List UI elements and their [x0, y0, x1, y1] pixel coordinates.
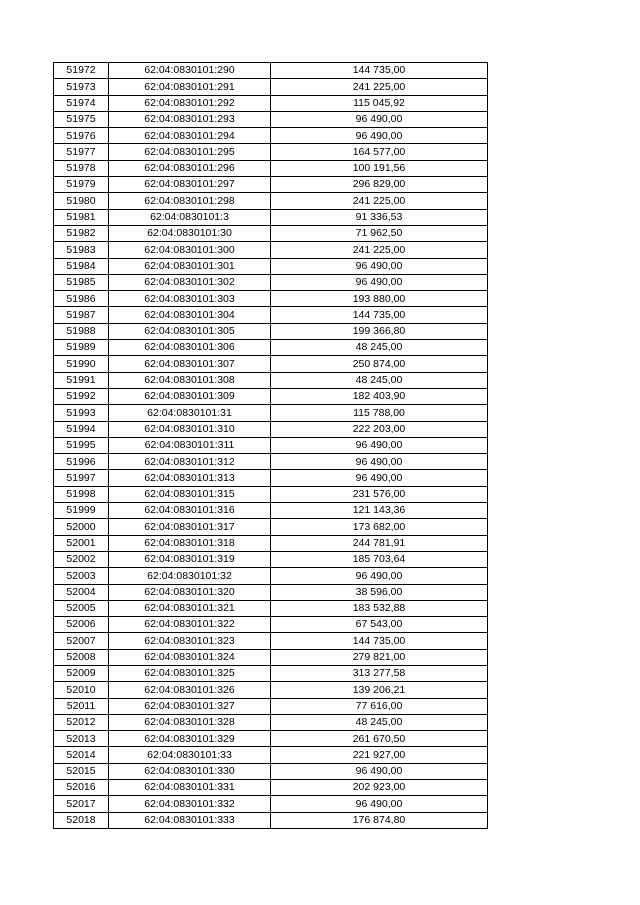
value-cell: 115 045,92 — [271, 95, 488, 111]
row-number-cell: 52002 — [54, 551, 109, 567]
cadastral-number-cell: 62:04:0830101:327 — [109, 698, 271, 714]
value-cell: 71 962,50 — [271, 225, 488, 241]
value-cell: 38 596,00 — [271, 584, 488, 600]
row-number-cell: 51974 — [54, 95, 109, 111]
table-row — [54, 796, 488, 812]
value-cell: 96 490,00 — [271, 568, 488, 584]
table-row — [54, 600, 488, 616]
cadastral-number-cell: 62:04:0830101:290 — [109, 63, 271, 79]
cadastral-number-cell: 62:04:0830101:303 — [109, 291, 271, 307]
value-cell: 244 781,91 — [271, 535, 488, 551]
row-number-cell: 52008 — [54, 649, 109, 665]
value-cell: 96 490,00 — [271, 470, 488, 486]
row-number-cell: 51988 — [54, 323, 109, 339]
row-number-cell: 51986 — [54, 291, 109, 307]
cadastral-number-cell: 62:04:0830101:295 — [109, 144, 271, 160]
value-cell: 313 277,58 — [271, 665, 488, 681]
table-row — [54, 421, 488, 437]
cadastral-number-cell: 62:04:0830101:319 — [109, 551, 271, 567]
cadastral-number-cell: 62:04:0830101:316 — [109, 503, 271, 519]
cadastral-number-cell: 62:04:0830101:331 — [109, 780, 271, 796]
cadastral-number-cell: 62:04:0830101:293 — [109, 111, 271, 127]
value-cell: 96 490,00 — [271, 258, 488, 274]
row-number-cell: 52017 — [54, 796, 109, 812]
table-row — [54, 356, 488, 372]
value-cell: 91 336,53 — [271, 209, 488, 225]
row-number-cell: 52001 — [54, 535, 109, 551]
cadastral-number-cell: 62:04:0830101:310 — [109, 421, 271, 437]
cadastral-number-cell: 62:04:0830101:317 — [109, 519, 271, 535]
row-number-cell: 51985 — [54, 274, 109, 290]
table-row — [54, 63, 488, 79]
row-number-cell: 51972 — [54, 63, 109, 79]
value-cell: 96 490,00 — [271, 763, 488, 779]
value-cell: 222 203,00 — [271, 421, 488, 437]
row-number-cell: 51992 — [54, 388, 109, 404]
row-number-cell: 51991 — [54, 372, 109, 388]
value-cell: 176 874,80 — [271, 812, 488, 828]
value-cell: 279 821,00 — [271, 649, 488, 665]
table-row — [54, 698, 488, 714]
value-cell: 221 927,00 — [271, 747, 488, 763]
cadastral-number-cell: 62:04:0830101:304 — [109, 307, 271, 323]
cadastral-number-cell: 62:04:0830101:301 — [109, 258, 271, 274]
cadastral-number-cell: 62:04:0830101:325 — [109, 665, 271, 681]
value-cell: 96 490,00 — [271, 437, 488, 453]
row-number-cell: 51990 — [54, 356, 109, 372]
row-number-cell: 52005 — [54, 600, 109, 616]
table-row — [54, 454, 488, 470]
cadastral-number-cell: 62:04:0830101:296 — [109, 160, 271, 176]
row-number-cell: 51989 — [54, 340, 109, 356]
table-row — [54, 95, 488, 111]
row-number-cell: 51975 — [54, 111, 109, 127]
cadastral-number-cell: 62:04:0830101:332 — [109, 796, 271, 812]
table-row — [54, 372, 488, 388]
row-number-cell: 52006 — [54, 617, 109, 633]
table-row — [54, 714, 488, 730]
cadastral-number-cell: 62:04:0830101:305 — [109, 323, 271, 339]
value-cell: 182 403,90 — [271, 388, 488, 404]
cadastral-number-cell: 62:04:0830101:300 — [109, 242, 271, 258]
table-row — [54, 682, 488, 698]
table-row — [54, 763, 488, 779]
cadastral-number-cell: 62:04:0830101:309 — [109, 388, 271, 404]
row-number-cell: 51982 — [54, 225, 109, 241]
value-cell: 193 880,00 — [271, 291, 488, 307]
cadastral-number-cell: 62:04:0830101:324 — [109, 649, 271, 665]
table-row — [54, 291, 488, 307]
value-cell: 241 225,00 — [271, 193, 488, 209]
table-row — [54, 258, 488, 274]
value-cell: 96 490,00 — [271, 128, 488, 144]
row-number-cell: 52007 — [54, 633, 109, 649]
table-row — [54, 242, 488, 258]
value-cell: 296 829,00 — [271, 177, 488, 193]
row-number-cell: 51979 — [54, 177, 109, 193]
cadastral-number-cell: 62:04:0830101:330 — [109, 763, 271, 779]
value-cell: 121 143,36 — [271, 503, 488, 519]
cadastral-number-cell: 62:04:0830101:292 — [109, 95, 271, 111]
table-row — [54, 79, 488, 95]
table-row — [54, 470, 488, 486]
value-cell: 261 670,50 — [271, 731, 488, 747]
table-row — [54, 584, 488, 600]
value-cell: 139 206,21 — [271, 682, 488, 698]
value-cell: 96 490,00 — [271, 111, 488, 127]
value-cell: 48 245,00 — [271, 340, 488, 356]
cadastral-number-cell: 62:04:0830101:313 — [109, 470, 271, 486]
row-number-cell: 52011 — [54, 698, 109, 714]
table-row — [54, 388, 488, 404]
value-cell: 202 923,00 — [271, 780, 488, 796]
cadastral-number-cell: 62:04:0830101:32 — [109, 568, 271, 584]
table-row — [54, 160, 488, 176]
value-cell: 250 874,00 — [271, 356, 488, 372]
row-number-cell: 52012 — [54, 714, 109, 730]
value-cell: 144 735,00 — [271, 633, 488, 649]
table-row — [54, 177, 488, 193]
table-row — [54, 731, 488, 747]
value-cell: 231 576,00 — [271, 486, 488, 502]
table-row — [54, 519, 488, 535]
data-table — [53, 62, 488, 829]
value-cell: 115 788,00 — [271, 405, 488, 421]
row-number-cell: 51994 — [54, 421, 109, 437]
value-cell: 48 245,00 — [271, 714, 488, 730]
table-row — [54, 503, 488, 519]
cadastral-number-cell: 62:04:0830101:30 — [109, 225, 271, 241]
value-cell: 67 543,00 — [271, 617, 488, 633]
cadastral-number-cell: 62:04:0830101:302 — [109, 274, 271, 290]
table-row — [54, 568, 488, 584]
row-number-cell: 51993 — [54, 405, 109, 421]
row-number-cell: 51981 — [54, 209, 109, 225]
table-row — [54, 307, 488, 323]
row-number-cell: 51978 — [54, 160, 109, 176]
cadastral-number-cell: 62:04:0830101:326 — [109, 682, 271, 698]
cadastral-number-cell: 62:04:0830101:33 — [109, 747, 271, 763]
value-cell: 241 225,00 — [271, 242, 488, 258]
cadastral-number-cell: 62:04:0830101:291 — [109, 79, 271, 95]
cadastral-number-cell: 62:04:0830101:323 — [109, 633, 271, 649]
value-cell: 199 366,80 — [271, 323, 488, 339]
cadastral-number-cell: 62:04:0830101:318 — [109, 535, 271, 551]
row-number-cell: 52016 — [54, 780, 109, 796]
cadastral-number-cell: 62:04:0830101:315 — [109, 486, 271, 502]
value-cell: 164 577,00 — [271, 144, 488, 160]
table-row — [54, 486, 488, 502]
row-number-cell: 52000 — [54, 519, 109, 535]
table-row — [54, 405, 488, 421]
row-number-cell: 52004 — [54, 584, 109, 600]
row-number-cell: 51995 — [54, 437, 109, 453]
table-row — [54, 274, 488, 290]
row-number-cell: 52009 — [54, 665, 109, 681]
row-number-cell: 51987 — [54, 307, 109, 323]
table-row — [54, 633, 488, 649]
cadastral-number-cell: 62:04:0830101:307 — [109, 356, 271, 372]
table-row — [54, 128, 488, 144]
row-number-cell: 51996 — [54, 454, 109, 470]
value-cell: 241 225,00 — [271, 79, 488, 95]
table-row — [54, 812, 488, 828]
row-number-cell: 52003 — [54, 568, 109, 584]
table-body — [54, 63, 488, 829]
row-number-cell: 51977 — [54, 144, 109, 160]
cadastral-number-cell: 62:04:0830101:329 — [109, 731, 271, 747]
cadastral-number-cell: 62:04:0830101:306 — [109, 340, 271, 356]
cadastral-number-cell: 62:04:0830101:333 — [109, 812, 271, 828]
value-cell: 185 703,64 — [271, 551, 488, 567]
value-cell: 144 735,00 — [271, 307, 488, 323]
cadastral-number-cell: 62:04:0830101:308 — [109, 372, 271, 388]
cadastral-number-cell: 62:04:0830101:321 — [109, 600, 271, 616]
row-number-cell: 51998 — [54, 486, 109, 502]
value-cell: 183 532,88 — [271, 600, 488, 616]
row-number-cell: 52018 — [54, 812, 109, 828]
row-number-cell: 51984 — [54, 258, 109, 274]
table-row — [54, 617, 488, 633]
table-row — [54, 665, 488, 681]
row-number-cell: 52015 — [54, 763, 109, 779]
table-row — [54, 323, 488, 339]
table-row — [54, 144, 488, 160]
table-row — [54, 111, 488, 127]
value-cell: 48 245,00 — [271, 372, 488, 388]
table-row — [54, 437, 488, 453]
value-cell: 96 490,00 — [271, 454, 488, 470]
value-cell: 144 735,00 — [271, 63, 488, 79]
cadastral-number-cell: 62:04:0830101:328 — [109, 714, 271, 730]
table-row — [54, 780, 488, 796]
row-number-cell: 51997 — [54, 470, 109, 486]
cadastral-number-cell: 62:04:0830101:312 — [109, 454, 271, 470]
cadastral-number-cell: 62:04:0830101:311 — [109, 437, 271, 453]
value-cell: 96 490,00 — [271, 274, 488, 290]
value-cell: 173 682,00 — [271, 519, 488, 535]
table-row — [54, 535, 488, 551]
row-number-cell: 52013 — [54, 731, 109, 747]
row-number-cell: 51999 — [54, 503, 109, 519]
value-cell: 100 191,56 — [271, 160, 488, 176]
table-row — [54, 649, 488, 665]
row-number-cell: 52010 — [54, 682, 109, 698]
table-row — [54, 340, 488, 356]
cadastral-number-cell: 62:04:0830101:320 — [109, 584, 271, 600]
row-number-cell: 51973 — [54, 79, 109, 95]
row-number-cell: 51976 — [54, 128, 109, 144]
table-row — [54, 193, 488, 209]
table-row — [54, 747, 488, 763]
table-row — [54, 209, 488, 225]
cadastral-number-cell: 62:04:0830101:297 — [109, 177, 271, 193]
row-number-cell: 52014 — [54, 747, 109, 763]
cadastral-number-cell: 62:04:0830101:322 — [109, 617, 271, 633]
cadastral-number-cell: 62:04:0830101:3 — [109, 209, 271, 225]
value-cell: 77 616,00 — [271, 698, 488, 714]
table-row — [54, 551, 488, 567]
cadastral-number-cell: 62:04:0830101:31 — [109, 405, 271, 421]
table-row — [54, 225, 488, 241]
row-number-cell: 51983 — [54, 242, 109, 258]
cadastral-number-cell: 62:04:0830101:298 — [109, 193, 271, 209]
row-number-cell: 51980 — [54, 193, 109, 209]
value-cell: 96 490,00 — [271, 796, 488, 812]
cadastral-number-cell: 62:04:0830101:294 — [109, 128, 271, 144]
